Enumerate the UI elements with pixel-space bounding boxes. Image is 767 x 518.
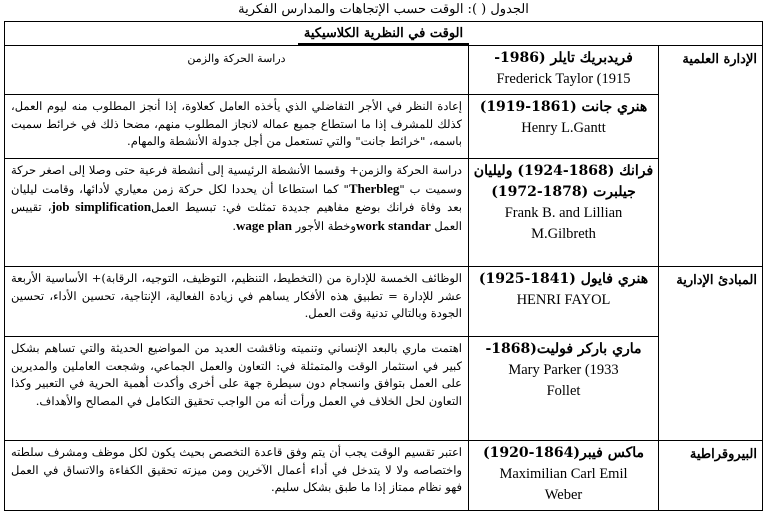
table-row xyxy=(5,46,763,95)
category-scientific-management: الإدارة العلمية xyxy=(659,46,763,267)
person-name-ar: ماكس فيبر(1864-1920) xyxy=(482,445,645,461)
person-gilbreth xyxy=(469,159,659,267)
person-taylor xyxy=(469,46,659,95)
person-name-ar: هنري فايول (1841-1925) xyxy=(478,271,649,287)
table-row xyxy=(5,267,763,337)
person-gantt xyxy=(469,95,659,159)
table-row xyxy=(5,441,763,511)
category-administrative-principles: المبادئ الإدارية xyxy=(659,267,763,441)
description-text: . xyxy=(232,218,237,233)
description-weber: اعتبر تقسيم الوقت يجب أن يتم وفق قاعدة التخصص بحيث يكون لكل موظف ومشرف سلطته واختصاصه ولا لا يتدخل في أداء أعمال الآخرين ومن ميزته تحقيق الكفاءة والاتساق في العمل فهو نظام ممتاز إذا ما طبق بشكل سليم. xyxy=(5,441,469,511)
person-name-en: HENRI FAYOL xyxy=(516,292,611,308)
description-text: " كما استطاعا أن يحددا لكل حركة زمن معياري لأدائها، وقامت ليليان بعد وفاة فرانك بوضع مفاهيم جديدة تمثلت في: تبسيط العمل xyxy=(11,181,462,214)
table-row xyxy=(5,337,763,441)
time-schools-table xyxy=(4,21,763,511)
person-name-en: Mary Parker (1933 xyxy=(508,362,619,378)
term-job-simplification: job simplification xyxy=(51,199,152,214)
description-text: ، تقييس العمل xyxy=(11,200,462,233)
description-gilbreth xyxy=(5,159,469,267)
table-title-row xyxy=(5,22,763,46)
person-fayol xyxy=(469,267,659,337)
description-fayol: الوظائف الخمسة للإدارة من (التخطيط، التنظيم، التوظيف، التوجيه، الرقابة)+ الأساسية الأربعة عشر للإدارة = تطبيق هذه الأفكار يساهم في زيادة الفعالية، الإنتاجية، تحسين الأداء، تحسين الجودة وبالتالي تدنية وقت العمل. xyxy=(5,267,469,337)
person-weber xyxy=(469,441,659,511)
table-title-cell xyxy=(5,22,763,46)
person-name-en: Weber xyxy=(544,487,583,503)
person-name-ar: فرانك (1868-1924) وليليان xyxy=(473,163,654,179)
term-work-standard: work standar xyxy=(355,217,431,233)
term-therbleg: Therbleg xyxy=(348,180,400,196)
description-text: دراسة الحركة والزمن+ وقسما الأنشطة الرئيسية إلى أنشطة فرعية حتى وصلا إلى اصغر حركة وسميت ب " xyxy=(11,163,463,196)
table-caption: الجدول ( ): الوقت حسب الإتجاهات والمدارس الفكرية xyxy=(238,2,529,17)
person-name-en: Follet xyxy=(546,383,581,399)
description-taylor: دراسة الحركة والزمن xyxy=(5,46,469,95)
person-name-en: Henry L.Gantt xyxy=(521,120,606,136)
person-follet xyxy=(469,337,659,441)
description-follet: اهتمت ماري بالبعد الإنساني وتنميته وناقشت العديد من المواضيع الحديثة والتي تساهم بشكل كبير في استثمار الوقت والمتمثلة في: التعاون والعمل الجماعي، وشجعت العاملين والمديرين على العمل بتوافق وانسجام دون سيطرة جهة على أخرى وأكدت أهمية الحرية في التعبير وكذا التعاون لحل الخلاف في العمل ورأت أنه من الواجب تحقيق التكامل في المصالح والأهداف. xyxy=(5,337,469,441)
description-text: وخطة الأجور xyxy=(292,218,356,233)
person-name-en: M.Gilbreth xyxy=(531,226,596,242)
person-name-ar: ماري باركر فوليت(1868- xyxy=(485,341,642,357)
description-gantt: إعادة النظر في الأجر التفاضلي الذي يأخذه العامل كعلاوة، إذا أنجز المطلوب منه ليوم العمل، كذلك للمشرف إذا ما استطاع جميع عماله لانجاز المطلوب منهم، مضحا ذلك في خرائط سميت باسمه، "خرائط جانت" والتي تستعمل من أجل جدولة الأنشطة والمهام. xyxy=(5,95,469,159)
table-row xyxy=(5,159,763,267)
person-name-ar: هنري جانت (1861-1919) xyxy=(479,99,648,115)
person-name-en: Frank B. and Lillian xyxy=(504,205,623,221)
term-wage-plan: wage plan xyxy=(236,217,293,233)
person-name-ar: جيلبرت (1878-1972) xyxy=(491,184,636,200)
person-name-ar: فريدبريك تايلر (1986- xyxy=(494,50,633,66)
table-title: الوقت في النظرية الكلاسيكية xyxy=(298,24,469,45)
table-row xyxy=(5,95,763,159)
person-name-en: Frederick Taylor (1915 xyxy=(496,71,631,87)
person-name-en: Maximilian Carl Emil xyxy=(499,466,628,482)
category-bureaucracy: البيروقراطية xyxy=(659,441,763,511)
